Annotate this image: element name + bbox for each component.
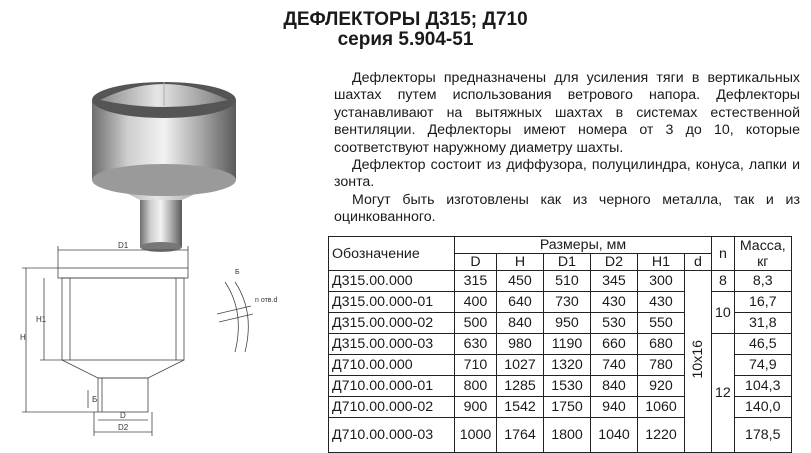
description-paragraph-1: Дефлекторы предназначены для усиления тяги в вертикальных шахтах путем использования ветрового напора. Дефлекторы устанавливают на вытяжных шахтах в системах естественной вентиляции. Дефлекторы имеют номера от 3 до 10, которые соответствуют наружному диаметру шахты. (334, 70, 800, 156)
label-h1: H1 (36, 315, 47, 324)
label-d: D (120, 411, 126, 420)
sub-d2: D2 (591, 254, 638, 271)
description-paragraph-3: Могут быть изготовлены как из черного металла, так и из оцинкованного. (334, 191, 800, 226)
detail-view-b (205, 262, 305, 362)
col-mass: Масса, кг (734, 237, 791, 271)
col-sizes: Размеры, мм (455, 237, 712, 254)
description (334, 70, 800, 227)
sub-d1: D1 (544, 254, 591, 271)
col-designation: Обозначение (329, 237, 455, 271)
sub-h: H (497, 254, 544, 271)
table-row: Д710.00.000-01 800 1285 1530 840 920 104,3 (329, 376, 792, 397)
label-d1: D1 (118, 241, 129, 250)
cell-n: 10 (712, 292, 735, 334)
label-holes: n отв.d (255, 297, 278, 304)
spec-table (328, 236, 792, 453)
table-row: Д710.00.000-03 1000 1764 1800 1040 1220 178,5 (329, 418, 792, 453)
title-line-2: серия 5.904-51 (337, 29, 474, 50)
label-b: Б (92, 395, 98, 404)
table-row: Д710.00.000-02 900 1542 1750 940 1060 140,0 (329, 397, 792, 418)
sub-d: D (455, 254, 497, 271)
label-d2: D2 (118, 423, 129, 432)
label-b-detail: Б (235, 269, 240, 276)
col-n: n (712, 237, 735, 271)
label-h: H (20, 333, 26, 342)
table-row: Д710.00.000 710 1027 1320 740 780 74,9 (329, 355, 792, 376)
cell-d-value: 10x16 (685, 271, 712, 453)
sub-d-small: d (685, 254, 712, 271)
table-row: Д315.00.000-01 400 640 730 430 430 10 16,7 (329, 292, 792, 313)
cell-n: 12 (712, 334, 735, 453)
table-row: Д315.00.000-03 630 980 1190 660 680 12 46,5 (329, 334, 792, 355)
table-row: Д315.00.000-02 500 840 950 530 550 31,8 (329, 313, 792, 334)
table-row: Д315.00.000 315 450 510 345 300 10x16 8 8,3 (329, 271, 792, 292)
title-line-1: ДЕФЛЕКТОРЫ Д315; Д710 (283, 9, 528, 30)
description-paragraph-2: Дефлектор состоит из диффузора, полуцилиндра, конуса, лапки и зонта. (334, 157, 800, 191)
deflector-photo (80, 70, 270, 260)
cell-n: 8 (712, 271, 735, 292)
sub-h1: H1 (638, 254, 685, 271)
page-title (0, 10, 811, 50)
